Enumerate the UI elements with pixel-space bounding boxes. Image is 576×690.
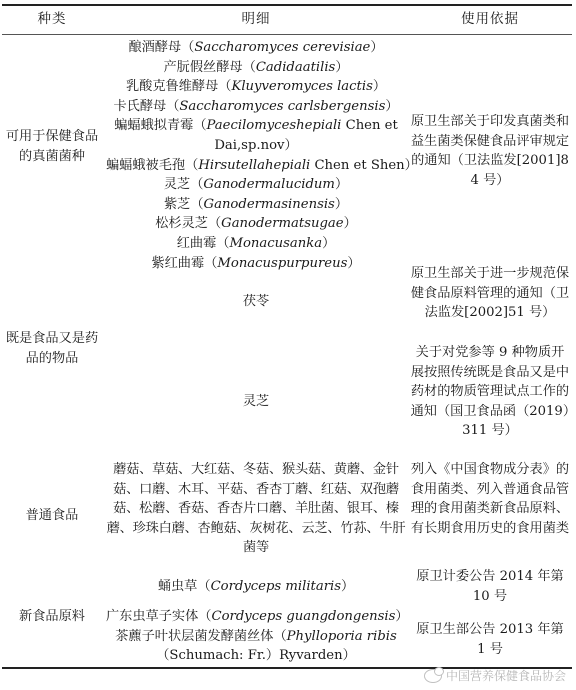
fungi-item	[106, 195, 406, 214]
fungi-item-latin: Ganodermatsugae	[221, 216, 344, 232]
basis-medicinal-1: 原卫生部关于进一步规范保健食品原料管理的通知（卫法监发[2002]51 号）	[410, 266, 570, 321]
fungi-item	[106, 58, 406, 77]
item-end: ）	[341, 579, 355, 594]
header-detail: 明细	[241, 11, 271, 27]
item-latin: Phylloporia ribis	[286, 629, 397, 644]
fungi-item-cn: 酿酒酵母（	[128, 40, 195, 55]
item-cn: 广东虫草子实体（	[106, 609, 212, 624]
fungi-item-cn: 灵芝（	[163, 177, 204, 193]
fungi-item-end: ）	[322, 236, 336, 251]
fungi-item-latin: Cadidaatilis	[255, 59, 336, 75]
fungi-item-end: ）	[347, 255, 361, 271]
fungi-item-end: ）	[334, 177, 349, 193]
fungi-item	[106, 254, 406, 273]
fungi-item-cn: 卡氏酵母（	[113, 98, 180, 114]
category-ordinary-food: 普通食品	[25, 508, 79, 523]
fungi-item	[106, 77, 406, 96]
fungi-item-latin: Monacuspurpureus	[217, 255, 348, 271]
fungi-item	[106, 38, 406, 57]
item-lingzhi: 灵芝	[242, 394, 270, 409]
fungi-item-end: ）	[335, 59, 349, 75]
item-latin: Cordyceps militaris	[210, 579, 341, 594]
fungi-item	[106, 214, 406, 233]
item-cordyceps-guangdong	[106, 607, 409, 626]
fungi-item-latin: Hirsutellahepiali	[198, 157, 311, 173]
top-rule	[2, 4, 572, 6]
fungi-item-end: ）	[334, 196, 349, 212]
fungi-item-end: Dai,sp.nov）	[214, 138, 298, 153]
fungi-item-cn: 产朊假丝酵母（	[163, 59, 256, 75]
wechat-icon	[424, 669, 442, 683]
item-phylloporia	[106, 627, 406, 646]
fungi-item	[106, 175, 406, 194]
item-end: ）	[395, 609, 409, 624]
fungi-item-cn: 紫红曲霉（	[151, 255, 218, 271]
fungi-item-end: ）	[343, 216, 357, 232]
fungi-item-end: Chen et Shen）	[310, 157, 418, 173]
fungi-item-latin: Ganodermasinensis	[203, 196, 335, 212]
fungi-item-end: Chen et	[341, 118, 398, 134]
item-cn: 蛹虫草（	[157, 579, 211, 594]
basis-novel-2013: 原卫生部公告 2013 年第 1 号	[416, 622, 564, 657]
fungi-item-latin: Paecilomyceshepiali	[206, 118, 342, 134]
watermark	[424, 667, 566, 684]
fungi-item-cn: 松杉灵芝（	[155, 216, 222, 232]
category-health-fungi: 可用于保健食品的真菌菌种	[5, 129, 99, 164]
fungi-item-latin: Saccharomyces cerevisiae	[194, 40, 371, 55]
category-novel-food: 新食品原料	[19, 609, 85, 624]
fungi-item	[106, 234, 406, 253]
fungi-item-end: ）	[385, 98, 399, 114]
fungi-item-latin: Ganodermalucidum	[203, 177, 335, 193]
fungi-item-latin: Monacusanka	[229, 236, 323, 251]
fungi-item-cn: 蝙蝠蛾被毛孢（	[106, 157, 199, 173]
fungi-item	[106, 156, 418, 175]
watermark-text: 中国营养保健食品协会	[445, 669, 566, 683]
fungi-item-cn: 紫芝（	[163, 196, 204, 212]
fungi-item	[106, 97, 406, 116]
category-medicinal-food: 既是食品又是药品的物品	[5, 331, 99, 366]
basis-medicinal-2: 关于对党参等 9 种物质开展按照传统既是食品又是中药材的物质管理试点工作的通知（国卫食品函（2019）311 号）	[410, 345, 570, 439]
fungi-item-cn: 红曲霉（	[176, 236, 230, 251]
fungi-item	[106, 136, 406, 155]
header-basis: 使用依据	[461, 11, 519, 27]
fungi-item-cn: 蝙蝠蛾拟青霉（	[114, 118, 207, 134]
item-cordyceps-militaris	[106, 577, 406, 596]
item-phylloporia-author: （Schumach: Fr.）Ryvarden）	[156, 648, 356, 663]
header-rule	[2, 34, 572, 35]
fungi-item-latin: Saccharomyces carlsbergensis	[179, 98, 386, 114]
basis-health-fungi: 原卫生部关于印发真菌类和益生菌类保健食品评审规定的通知（卫法监发[2001]84 号）	[410, 114, 570, 188]
item-fuling: 茯苓	[242, 294, 270, 309]
fungi-item-end: ）	[370, 40, 384, 55]
fungi-item-cn: 乳酸克鲁维酵母（	[125, 79, 232, 95]
ordinary-mushroom-list: 蘑菇、草菇、大红菇、冬菇、猴头菇、黄蘑、金针菇、口蘑、木耳、平菇、香杏丁蘑、红菇、双孢蘑菇、松蘑、香菇、香杏片口蘑、羊肚菌、银耳、榛蘑、珍珠白蘑、杏鲍菇、灰树花、云芝、竹荪、牛肝菌等	[106, 462, 406, 556]
basis-novel-2014: 原卫计委公告 2014 年第 10 号	[416, 569, 564, 604]
fungi-item	[106, 116, 406, 135]
fungi-item-latin: Kluyveromyces lactis	[231, 79, 373, 95]
item-latin: Cordyceps guangdongensis	[211, 609, 396, 624]
header-category: 种类	[37, 11, 67, 27]
basis-ordinary: 列入《中国食物成分表》的食用菌类、列入普通食品管理的食用菌类新食品原料、有长期食用历史的食用菌类	[410, 462, 570, 536]
fungi-item-end: ）	[372, 79, 387, 95]
item-cn: 茶藨子叶状层菌发酵菌丝体（	[115, 629, 287, 644]
